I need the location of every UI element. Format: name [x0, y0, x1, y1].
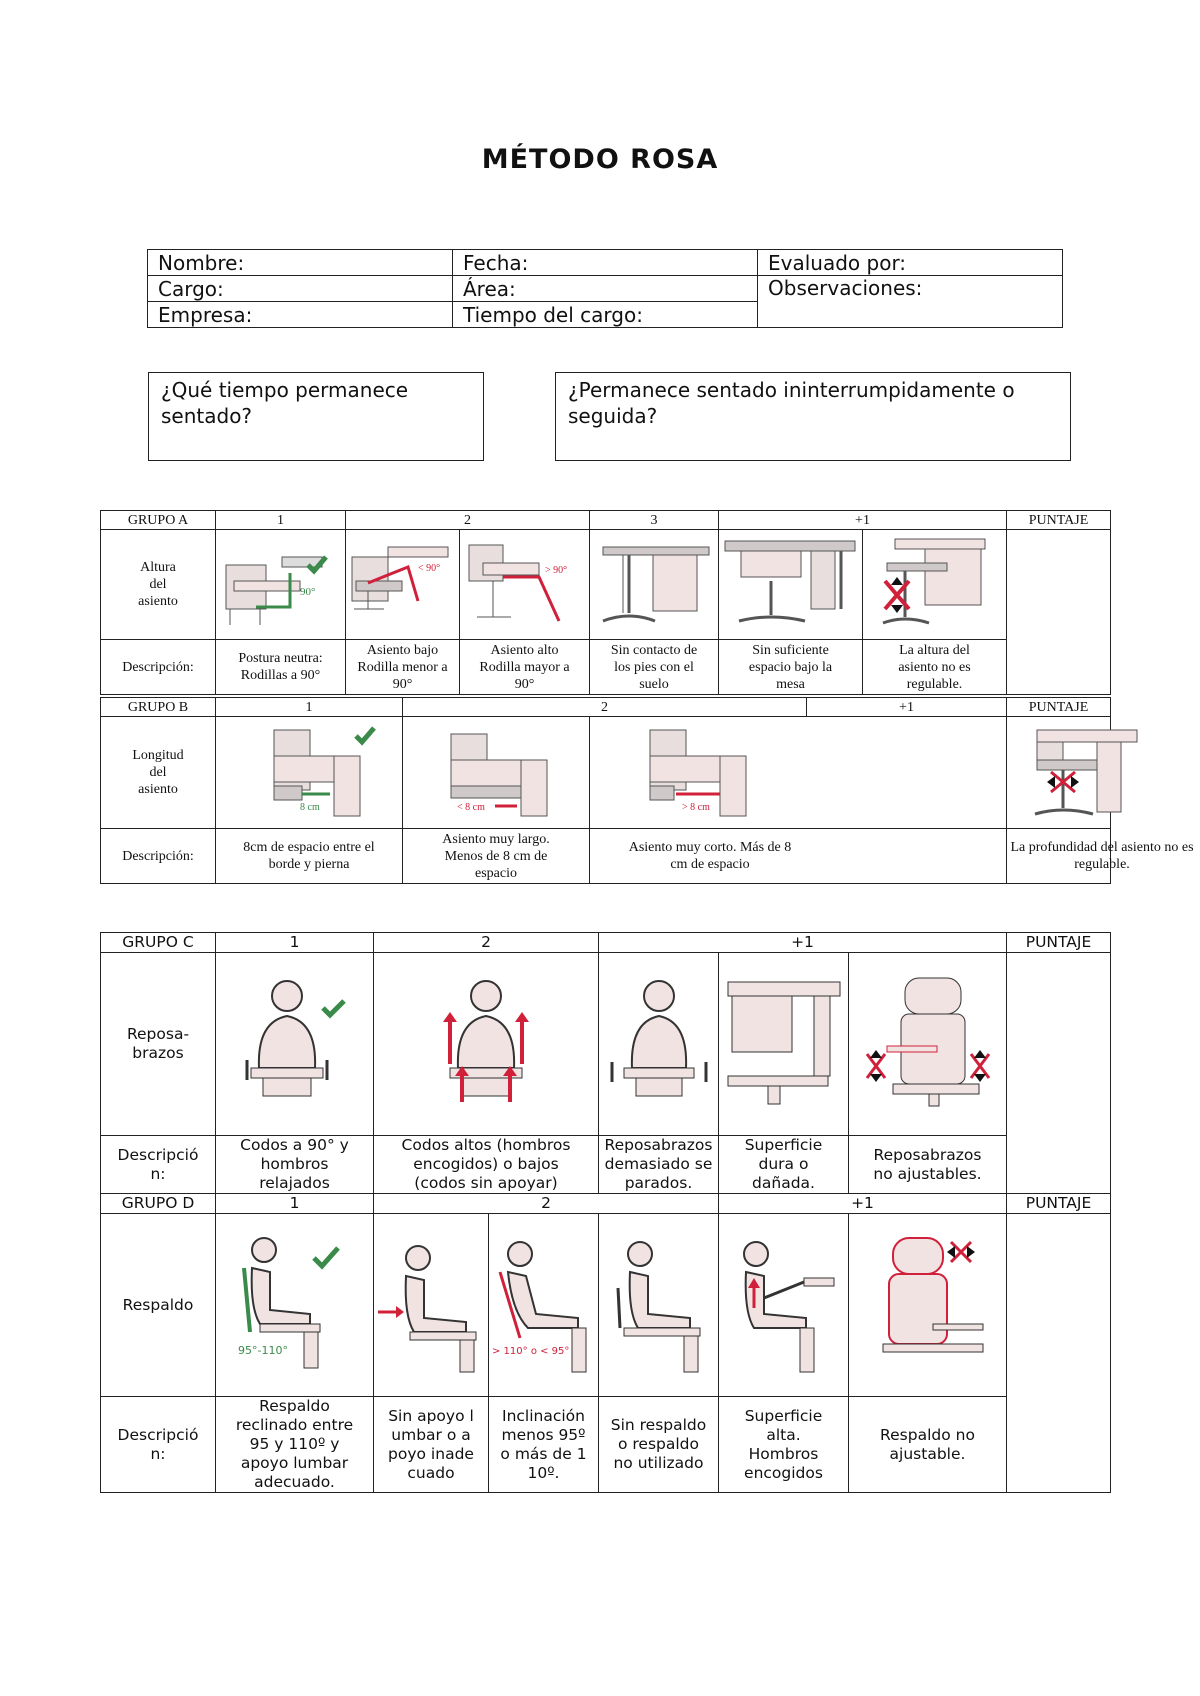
seat-too-short-figure	[620, 720, 770, 820]
no-lumbar-support-figure	[376, 1228, 486, 1378]
gap-greater-8cm-label: > 8 cm	[682, 802, 710, 813]
seated-high-knee-figure	[463, 537, 587, 627]
backrest-ok-figure	[230, 1228, 360, 1378]
grupo-b-puntaje-header: PUNTAJE	[1007, 698, 1111, 717]
seated-knee-90-figure	[220, 537, 342, 627]
grupo-c-puntaje-header: PUNTAJE	[1007, 933, 1111, 953]
evaluado-field[interactable]: Evaluado por:	[758, 250, 1063, 276]
grupo-a-col-plus1: +1	[719, 511, 1007, 530]
grupo-a-label: GRUPO A	[101, 511, 216, 530]
grupo-d-desc-4: Sin respaldo o respaldo no utilizado	[599, 1397, 719, 1493]
grupo-c-label: GRUPO C	[101, 933, 216, 953]
grupo-c-col-1: 1	[216, 933, 374, 953]
grupo-a-col-3: 3	[590, 511, 719, 530]
grupo-a-desc-5: Sin suficiente espacio bajo la mesa	[719, 640, 863, 695]
grupo-d-desc-5: Superficie alta. Hombros encogidos	[719, 1397, 849, 1493]
grupo-c-desc-label: Descripción:	[101, 1136, 216, 1194]
grupo-a-figure-6	[863, 530, 1007, 640]
nombre-field[interactable]: Nombre:	[148, 250, 453, 276]
backrest-inclination-figure	[490, 1228, 598, 1378]
cargo-field[interactable]: Cargo:	[148, 276, 453, 302]
grupo-d-desc-1: Respaldo reclinado entre 95 y 110º y apoyo lumbar adecuado.	[216, 1397, 374, 1493]
height-not-adjustable-figure	[865, 537, 1005, 627]
grupo-c-desc-4: Superficie dura o dañada.	[719, 1136, 849, 1194]
gap-8cm-label: 8 cm	[300, 802, 320, 813]
grupo-d-puntaje[interactable]	[1007, 1214, 1111, 1493]
grupo-b-desc-3: Asiento muy corto. Más de 8 cm de espacio	[590, 829, 1007, 884]
grupo-b-row-label: Longitud del asiento	[101, 717, 216, 829]
grupo-c-desc-2: Codos altos (hombros encogidos) o bajos (codos sin apoyar)	[374, 1136, 599, 1194]
grupo-d-figure-1	[216, 1214, 374, 1397]
no-space-under-desk-figure	[721, 537, 861, 627]
gap-less-8cm-label: < 8 cm	[457, 802, 485, 813]
grupo-b-desc-4: La profundidad del asiento no es regulable.	[1007, 829, 1111, 884]
grupo-c-figure-2	[374, 953, 599, 1136]
grupo-c-puntaje[interactable]	[1007, 953, 1111, 1194]
backrest-angle-bad-label: > 110° o < 95°	[491, 1345, 569, 1357]
question-time-box[interactable]: ¿Qué tiempo permanece sentado?	[148, 372, 484, 461]
feet-no-floor-figure	[593, 537, 715, 627]
page-title: MÉTODO ROSA	[481, 144, 719, 175]
no-backrest-figure	[604, 1228, 714, 1378]
grupo-d-figure-4	[599, 1214, 719, 1397]
info-table	[147, 249, 1063, 328]
grupo-b-col-2: 2	[403, 698, 807, 717]
angle-greater-90-label: > 90°	[544, 565, 567, 576]
grupo-c-row-label: Reposa- brazos	[101, 953, 216, 1136]
armrests-too-wide-figure	[604, 972, 714, 1112]
grupo-d-label: GRUPO D	[101, 1194, 216, 1214]
grupo-a-puntaje-header: PUNTAJE	[1007, 511, 1111, 530]
grupo-b-label: GRUPO B	[101, 698, 216, 717]
grupo-b-figure-4	[1007, 717, 1111, 829]
backrest-not-adjustable-figure	[863, 1228, 993, 1378]
seat-depth-ok-figure	[234, 720, 384, 820]
high-surface-figure	[724, 1228, 844, 1378]
grupo-b-col-1: 1	[216, 698, 403, 717]
grupo-a-desc-3: Asiento alto Rodilla mayor a 90°	[460, 640, 590, 695]
fecha-field[interactable]: Fecha:	[453, 250, 758, 276]
grupo-a-desc-1: Postura neutra: Rodillas a 90°	[216, 640, 346, 695]
grupo-c-desc-1: Codos a 90° y hombros relajados	[216, 1136, 374, 1194]
grupo-d-desc-6: Respaldo no ajustable.	[849, 1397, 1007, 1493]
grupo-a-table	[100, 510, 1111, 695]
grupo-a-col-1: 1	[216, 511, 346, 530]
backrest-angle-ok-label: 95°-110°	[237, 1343, 288, 1357]
grupo-c-col-2: 2	[374, 933, 599, 953]
seated-low-knee-figure	[348, 537, 458, 627]
grupo-a-figure-1	[216, 530, 346, 640]
armrests-not-adjustable-figure	[863, 972, 993, 1112]
depth-not-adjustable-figure	[1007, 720, 1147, 820]
angle-less-90-label: < 90°	[417, 563, 440, 574]
grupo-a-puntaje[interactable]	[1007, 530, 1111, 695]
grupo-b-figure-1	[216, 717, 403, 829]
grupo-a-row-label: Altura del asiento	[101, 530, 216, 640]
grupo-c-col-plus1: +1	[599, 933, 1007, 953]
grupo-c-figure-1	[216, 953, 374, 1136]
grupo-d-figure-5	[719, 1214, 849, 1397]
grupo-a-figure-2	[346, 530, 460, 640]
empresa-field[interactable]: Empresa:	[148, 302, 453, 328]
grupo-b-figure-3	[590, 717, 1007, 829]
grupo-c-desc-3: Reposabrazos demasiado separados.	[599, 1136, 719, 1194]
grupo-c-figure-5	[849, 953, 1007, 1136]
grupo-a-desc-4: Sin contacto de los pies con el suelo	[590, 640, 719, 695]
seat-too-long-figure	[421, 720, 571, 820]
grupo-b-desc-2: Asiento muy largo. Menos de 8 cm de espacio	[403, 829, 590, 884]
grupo-d-desc-3: Inclinación menos 95º o más de 110º.	[489, 1397, 599, 1493]
grupo-b-figure-2	[403, 717, 590, 829]
grupo-c-figure-4	[719, 953, 849, 1136]
area-field[interactable]: Área:	[453, 276, 758, 302]
angle-90-label: 90°	[299, 586, 315, 598]
grupo-b-desc-1: 8cm de espacio entre el borde y pierna	[216, 829, 403, 884]
grupo-d-puntaje-header: PUNTAJE	[1007, 1194, 1111, 1214]
grupo-d-col-plus1: +1	[719, 1194, 1007, 1214]
grupo-d-figure-6	[849, 1214, 1007, 1397]
grupo-d-desc-2: Sin apoyo lumbar o apoyo inadecuado	[374, 1397, 489, 1493]
grupo-a-col-2: 2	[346, 511, 590, 530]
grupo-c-desc-5: Reposabrazos no ajustables.	[849, 1136, 1007, 1194]
grupo-c-figure-3	[599, 953, 719, 1136]
grupo-a-desc-2: Asiento bajo Rodilla menor a 90°	[346, 640, 460, 695]
grupo-a-figure-5	[719, 530, 863, 640]
grupo-d-col-2: 2	[374, 1194, 719, 1214]
question-continuous-box[interactable]: ¿Permanece sentado ininterrumpidamente o seguida?	[555, 372, 1071, 461]
grupo-b-desc-label: Descripción:	[101, 829, 216, 884]
hard-surface-figure	[724, 972, 844, 1112]
grupo-d-col-1: 1	[216, 1194, 374, 1214]
grupo-d-desc-label: Descripción:	[101, 1397, 216, 1493]
grupo-d-figure-2	[374, 1214, 489, 1397]
grupo-b-col-plus1: +1	[807, 698, 1007, 717]
observaciones-field[interactable]: Observaciones:	[758, 276, 1063, 328]
elbows-high-low-figure	[426, 972, 546, 1112]
grupo-a-figure-3	[460, 530, 590, 640]
tiempo-cargo-field[interactable]: Tiempo del cargo:	[453, 302, 758, 328]
grupo-a-desc-6: La altura del asiento no es regulable.	[863, 640, 1007, 695]
grupo-a-desc-label: Descripción:	[101, 640, 216, 695]
grupo-b-table	[100, 697, 1194, 884]
elbows-90-figure	[235, 972, 355, 1112]
grupo-a-figure-4	[590, 530, 719, 640]
grupo-d-row-label: Respaldo	[101, 1214, 216, 1397]
grupo-d-figure-3	[489, 1214, 599, 1397]
grupo-c-d-table	[100, 932, 1111, 1493]
